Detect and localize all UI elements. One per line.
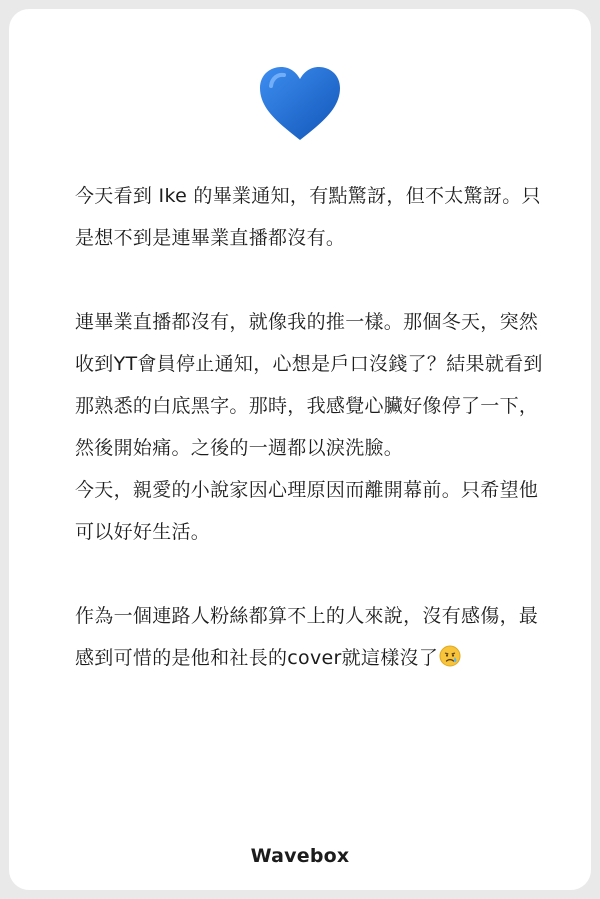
brand-wordmark: Wavebox bbox=[250, 845, 350, 867]
paragraph-3-text: 作為一個連路人粉絲都算不上的人來說，沒有感傷，最感到可惜的是他和社長的cover就這樣沒了 bbox=[75, 605, 539, 669]
sad-tear-icon bbox=[439, 640, 461, 682]
paragraph-1: 今天看到 Ike 的畢業通知，有點驚訝，但不太驚訝。只是想不到是連畢業直播都沒有。 bbox=[75, 185, 541, 249]
blue-heart-icon bbox=[257, 64, 343, 144]
post-body bbox=[75, 175, 545, 682]
paragraph-3 bbox=[75, 595, 545, 682]
heart-header bbox=[9, 64, 591, 144]
post-card bbox=[9, 9, 591, 890]
paragraph-2: 連畢業直播都沒有，就像我的推一樣。那個冬天，突然收到YT會員停止通知，心想是戶口沒錢了？結果就看到那熟悉的白底黑字。那時，我感覺心臟好像停了一下，然後開始痛。之後的一週都以淚洗臉。 今天，親愛的小說家因心理原因而離開幕前。只希望他可以好好生活。 bbox=[75, 311, 543, 543]
